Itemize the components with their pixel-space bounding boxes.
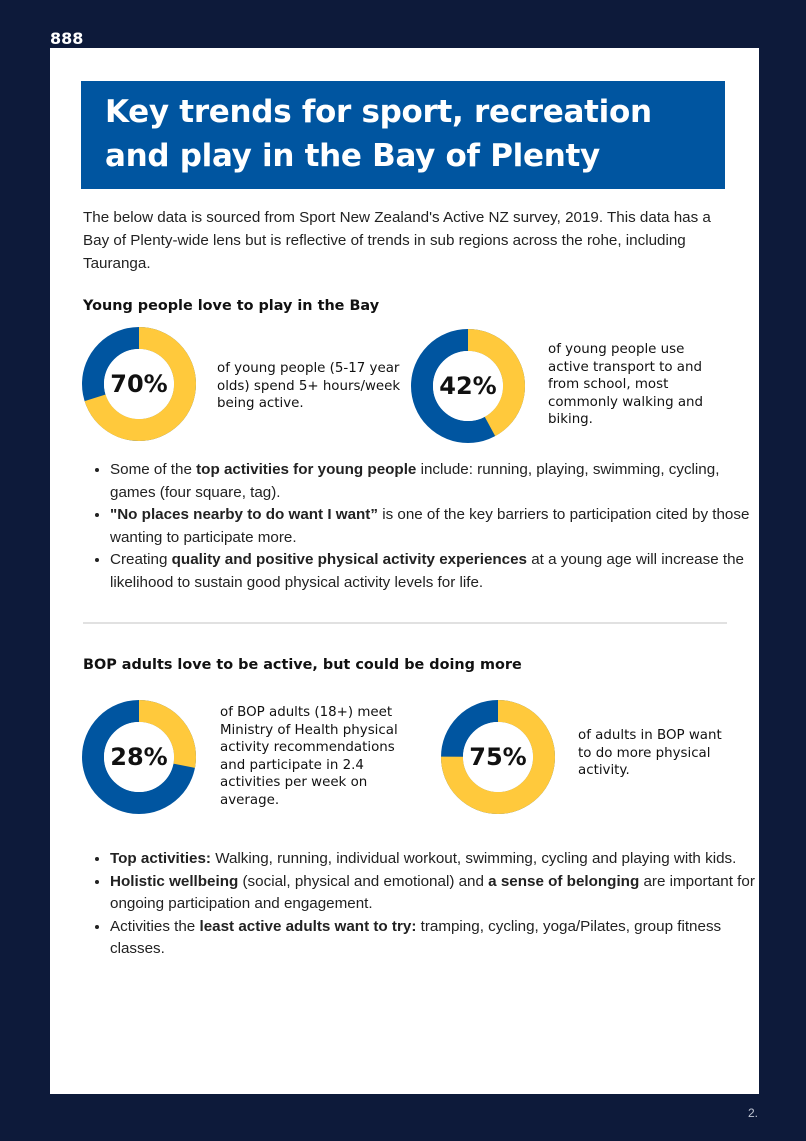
youth-stat-1-text: of young people (5-17 year olds) spend 5+ hours/week being active. — [217, 361, 401, 411]
page-title: Key trends for sport, recreation and play in the Bay of Plenty — [105, 94, 652, 174]
youth-heading: Young people love to play in the Bay — [83, 298, 380, 314]
intro-paragraph: The below data is sourced from Sport New Zealand's Active NZ survey, 2019. This data has a Bay of Plenty-wide lens but is reflective of trends in sub regions across the rohe, including Tauranga. — [83, 209, 711, 272]
adults-donut-1-value: 28% — [110, 743, 168, 771]
youth-bullet-3: • Creating quality and positive physical activity experiences at a young age will increase the likelihood to sustain good physical activity levels for life. — [110, 549, 760, 594]
youth-donut-2-value: 42% — [439, 372, 497, 400]
adults-bullet-3: • Activities the least active adults want to try: tramping, cycling, yoga/Pilates, group fitness classes. — [110, 916, 760, 961]
youth-donut-1 — [81, 326, 197, 442]
adults-stat-1-text: of BOP adults (18+) meet Ministry of Health physical activity recommendations and participate in 2.4 activities per week on average. — [220, 705, 398, 808]
section-divider — [83, 622, 727, 624]
adults-stat-2-text: of adults in BOP want to do more physical activity. — [578, 728, 722, 778]
adults-donut-2-value: 75% — [469, 743, 527, 771]
adults-bullet-2: • Holistic wellbeing (social, physical and emotional) and a sense of belonging are important for ongoing participation and engagement. — [110, 871, 760, 916]
youth-stat-2-text: of young people use active transport to and from school, most commonly walking and biking. — [548, 342, 704, 427]
youth-donut-2 — [410, 328, 526, 444]
document-page — [50, 48, 759, 1094]
adults-bullet-1: • Top activities: Walking, running, individual workout, swimming, cycling and playing with kids. — [110, 848, 760, 871]
youth-bullet-list — [83, 459, 760, 595]
adults-bullet-list — [83, 848, 760, 961]
youth-bullet-1: • Some of the top activities for young people include: running, playing, swimming, cycling, games (four square, tag). — [110, 459, 760, 504]
page-number: 2. — [748, 1106, 759, 1120]
adults-donut-1 — [81, 699, 197, 815]
corner-label: 888 — [50, 29, 84, 48]
adults-heading: BOP adults love to be active, but could be doing more — [83, 657, 522, 673]
adults-donut-2 — [440, 699, 556, 815]
youth-bullet-2: • "No places nearby to do want I want” is one of the key barriers to participation cited by those wanting to participate more. — [110, 504, 760, 549]
title-banner — [81, 81, 725, 189]
youth-donut-1-value: 70% — [110, 370, 168, 398]
